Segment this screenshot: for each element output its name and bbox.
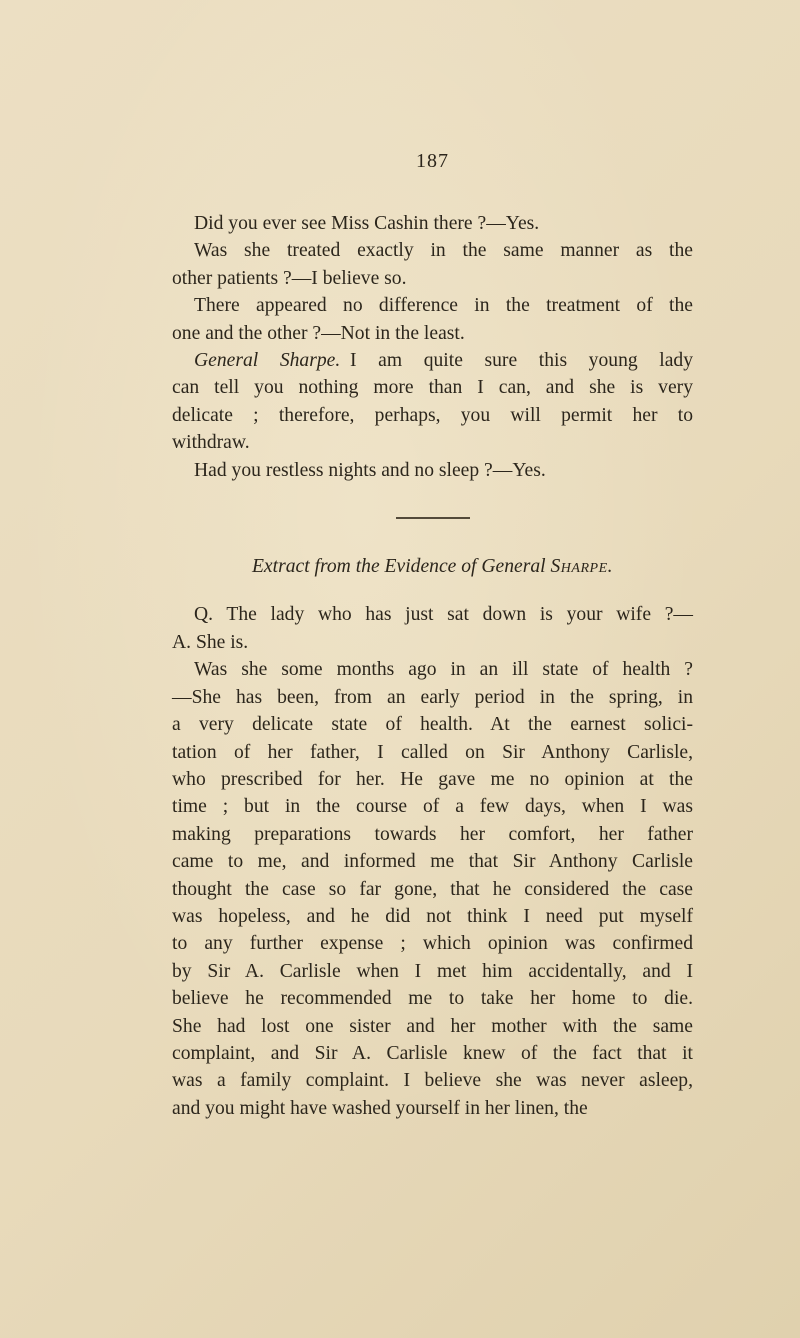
text-segment: was a family complaint. I believe she was never asleep, (172, 1070, 693, 1092)
text-segment: —She has been, from an early period in the spring, in (172, 686, 693, 708)
extract-heading-text: Extract from the Evidence of General (251, 556, 551, 578)
text-segment: I am quite sure this young lady (340, 350, 694, 372)
text-segment: and you might have washed yourself in her linen, the (172, 1097, 588, 1119)
text-line (172, 210, 693, 237)
text-segment: Q. The lady who has just sat down is your wife ?— (194, 604, 693, 626)
text-line (172, 684, 693, 711)
text-segment: time ; but in the course of a few days, when I was (172, 796, 693, 818)
extract-heading-name: Sharpe. (550, 556, 614, 578)
text-segment: Had you restless nights and no sleep ?—Yes. (194, 459, 546, 481)
text-line (172, 711, 693, 738)
text-line (172, 265, 693, 292)
testimony-section (172, 210, 693, 484)
text-segment: came to me, and informed me that Sir Anthony Carlisle (172, 851, 693, 873)
text-segment: A. She is. (172, 631, 249, 653)
text-line (172, 457, 693, 484)
page-number: 187 (416, 150, 449, 172)
text-segment: Was she some months ago in an ill state of health ? (194, 659, 693, 681)
text-line (172, 629, 693, 656)
text-line (172, 848, 693, 875)
text-segment: to any further expense ; which opinion was confirmed (172, 933, 693, 955)
text-line (172, 793, 693, 820)
text-segment: delicate ; therefore, perhaps, you will permit her to (172, 404, 693, 426)
text-segment: There appeared no difference in the treatment of the (194, 295, 693, 317)
text-segment: withdraw. (172, 432, 250, 454)
text-segment: one and the other ?—Not in the least. (172, 322, 465, 344)
text-line (172, 739, 693, 766)
text-segment: tation of her father, I called on Sir Anthony Carlisle, (172, 741, 693, 763)
text-line (172, 876, 693, 903)
text-line (172, 985, 693, 1012)
section-divider (396, 517, 470, 519)
page-text-block (172, 210, 693, 1122)
text-line (172, 374, 693, 401)
text-line (172, 402, 693, 429)
text-line (172, 958, 693, 985)
text-line (172, 1013, 693, 1040)
text-line (172, 347, 693, 374)
text-segment: General Sharpe. (194, 350, 341, 372)
text-segment: Was she treated exactly in the same manner as the (194, 240, 693, 262)
text-segment: Did you ever see Miss Cashin there ?—Yes. (194, 213, 540, 234)
text-segment: complaint, and Sir A. Carlisle knew of the fact that it (172, 1042, 693, 1064)
text-line (172, 429, 693, 456)
text-line (172, 930, 693, 957)
text-line (172, 1067, 693, 1094)
text-line (172, 1095, 693, 1122)
text-line (172, 320, 693, 347)
text-segment: was hopeless, and he did not think I need put myself (172, 905, 693, 927)
text-segment: other patients ?—I believe so. (172, 267, 407, 289)
text-line (172, 601, 693, 628)
text-line (172, 237, 693, 264)
text-segment: by Sir A. Carlisle when I met him accidentally, and I (172, 960, 693, 982)
extract-section (172, 601, 693, 1122)
text-segment: She had lost one sister and her mother with the same (172, 1015, 693, 1037)
text-line (172, 292, 693, 319)
text-segment: making preparations towards her comfort, her father (172, 823, 693, 845)
text-line (172, 1040, 693, 1067)
text-segment: can tell you nothing more than I can, and she is very (172, 377, 693, 399)
text-segment: a very delicate state of health. At the earnest solici- (172, 714, 693, 736)
text-line (172, 821, 693, 848)
text-line (172, 766, 693, 793)
text-segment: who prescribed for her. He gave me no opinion at the (172, 768, 693, 790)
text-line (172, 903, 693, 930)
text-line (172, 656, 693, 683)
text-segment: believe he recommended me to take her home to die. (172, 988, 693, 1010)
text-segment: thought the case so far gone, that he considered the case (172, 878, 693, 900)
extract-heading (172, 553, 693, 580)
